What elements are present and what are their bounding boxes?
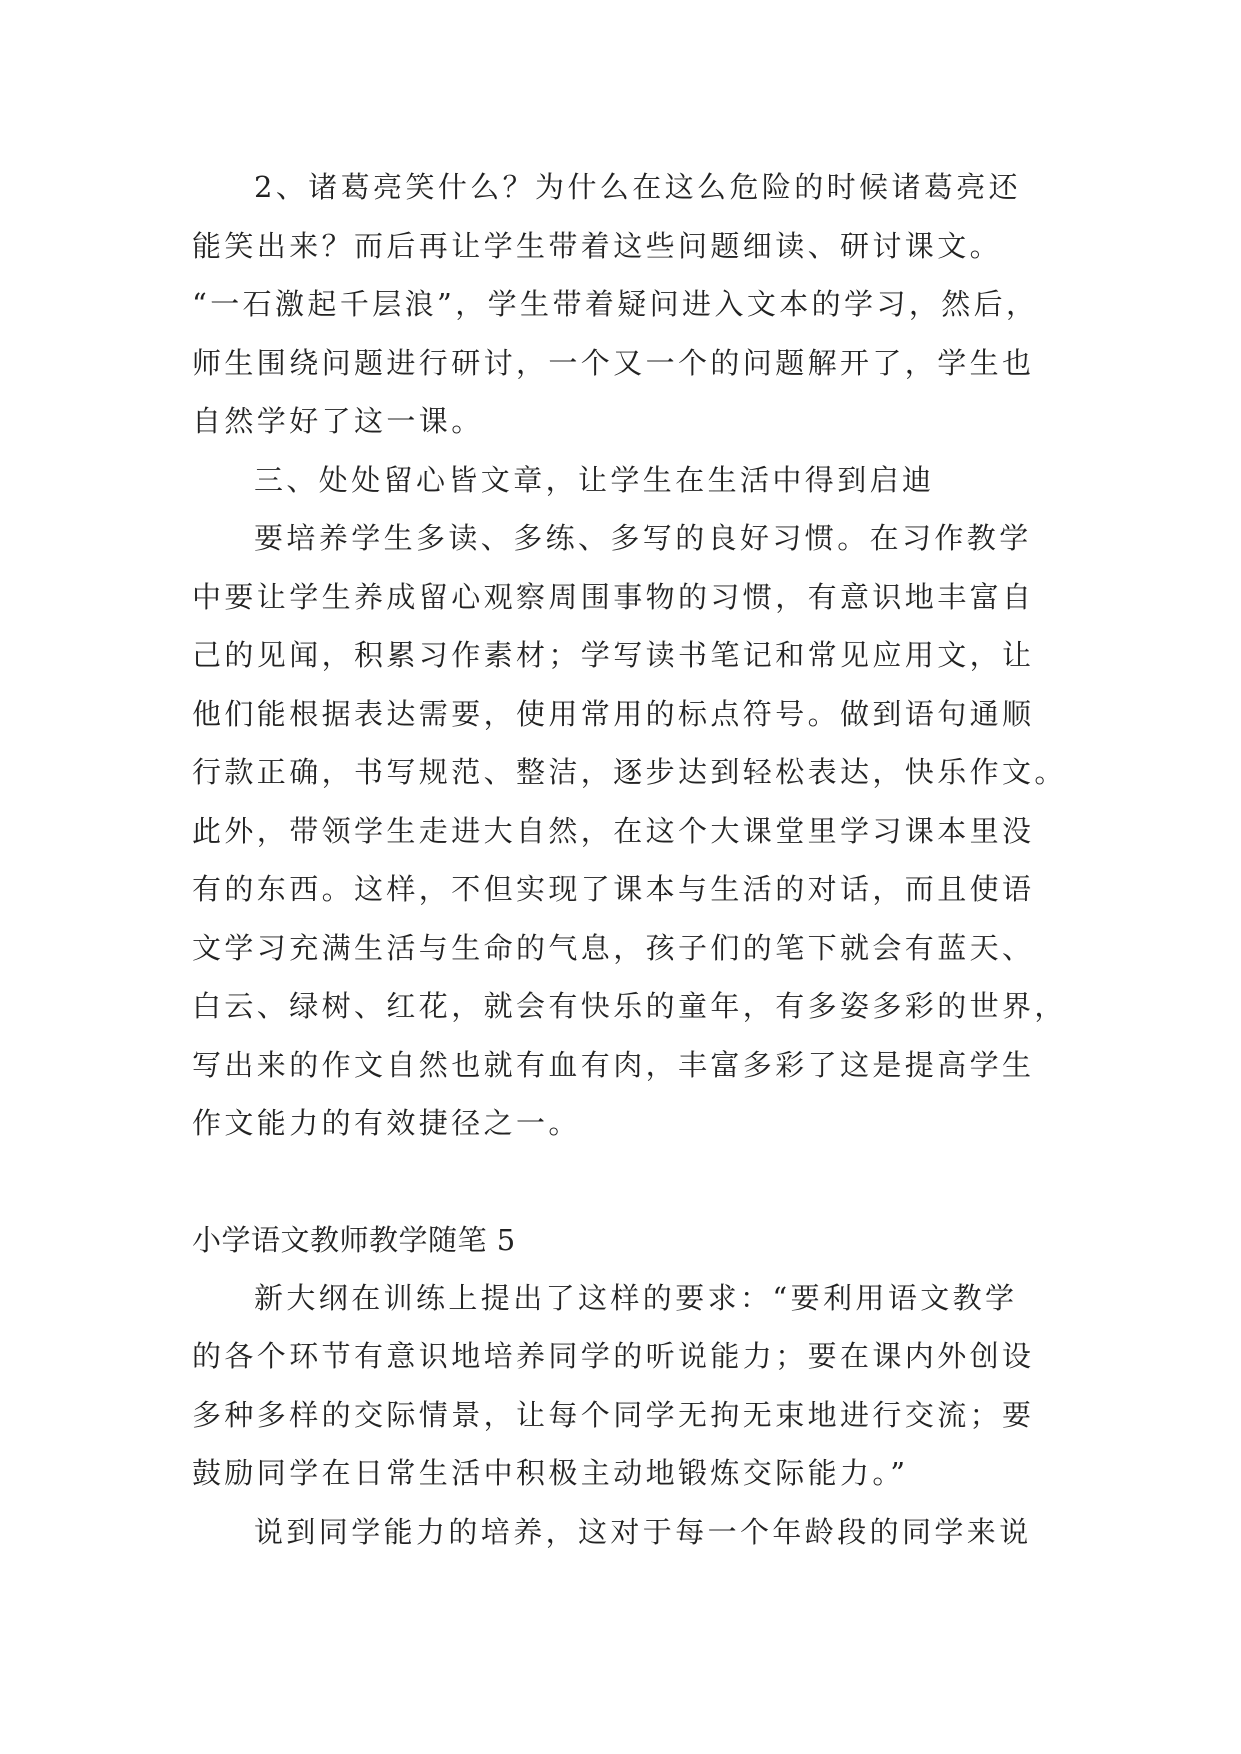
paragraph-line: 文学习充满生活与生命的气息，孩子们的笔下就会有蓝天、 <box>192 930 1035 965</box>
paragraph-line: 己的见闻，积累习作素材；学写读书笔记和常见应用文，让 <box>192 638 1035 672</box>
paragraph-line: 他们能根据表达需要，使用常用的标点符号。做到语句通顺 <box>192 696 1035 731</box>
paragraph-line: 白云、绿树、红花，就会有快乐的童年，有多姿多彩的世界， <box>192 989 1067 1023</box>
paragraph-line: 鼓励同学在日常生活中积极主动地锻炼交际能力。” <box>192 1456 909 1490</box>
paragraph-line: 能笑出来？而后再让学生带着这些问题细读、研讨课文。 <box>192 228 1003 263</box>
paragraph-line: 师生围绕问题进行研讨，一个又一个的问题解开了，学生也 <box>192 345 1035 380</box>
paragraph-line: 自然学好了这一课。 <box>192 404 484 438</box>
article-title: 小学语文教师教学随笔 5 <box>192 1222 516 1257</box>
blank-gap <box>192 1153 1068 1211</box>
section-heading: 三、处处留心皆文章，让学生在生活中得到启迪 <box>254 462 935 497</box>
paragraph-line: 写出来的作文自然也就有血有肉，丰富多彩了这是提高学生 <box>192 1047 1035 1082</box>
paragraph-line: 此外，带领学生走进大自然，在这个大课堂里学习课本里没 <box>192 813 1035 848</box>
paragraph-line: “一石激起千层浪”，学生带着疑问进入文本的学习，然后， <box>192 287 1039 321</box>
document-body <box>192 158 1068 1561</box>
paragraph-line: 说到同学能力的培养，这对于每一个年龄段的同学来说 <box>254 1514 1032 1549</box>
paragraph-line: 多种多样的交际情景，让每个同学无拘无束地进行交流；要 <box>192 1397 1035 1432</box>
paragraph-line: 新大纲在训练上提出了这样的要求：“要利用语文教学 <box>254 1280 1018 1315</box>
paragraph-line: 要培养学生多读、多练、多写的良好习惯。在习作教学 <box>254 521 1032 555</box>
paragraph-line: 2、诸葛亮笑什么？为什么在这么危险的时候诸葛亮还 <box>254 170 1022 204</box>
paragraph-line: 有的东西。这样，不但实现了课本与生活的对话，而且使语 <box>192 872 1035 906</box>
paragraph-line: 的各个环节有意识地培养同学的听说能力；要在课内外创设 <box>192 1339 1035 1373</box>
paragraph-line: 中要让学生养成留心观察周围事物的习惯，有意识地丰富自 <box>192 579 1035 614</box>
paragraph-line: 行款正确，书写规范、整洁，逐步达到轻松表达，快乐作文。 <box>192 755 1067 789</box>
paragraph-line: 作文能力的有效捷径之一。 <box>192 1106 581 1140</box>
